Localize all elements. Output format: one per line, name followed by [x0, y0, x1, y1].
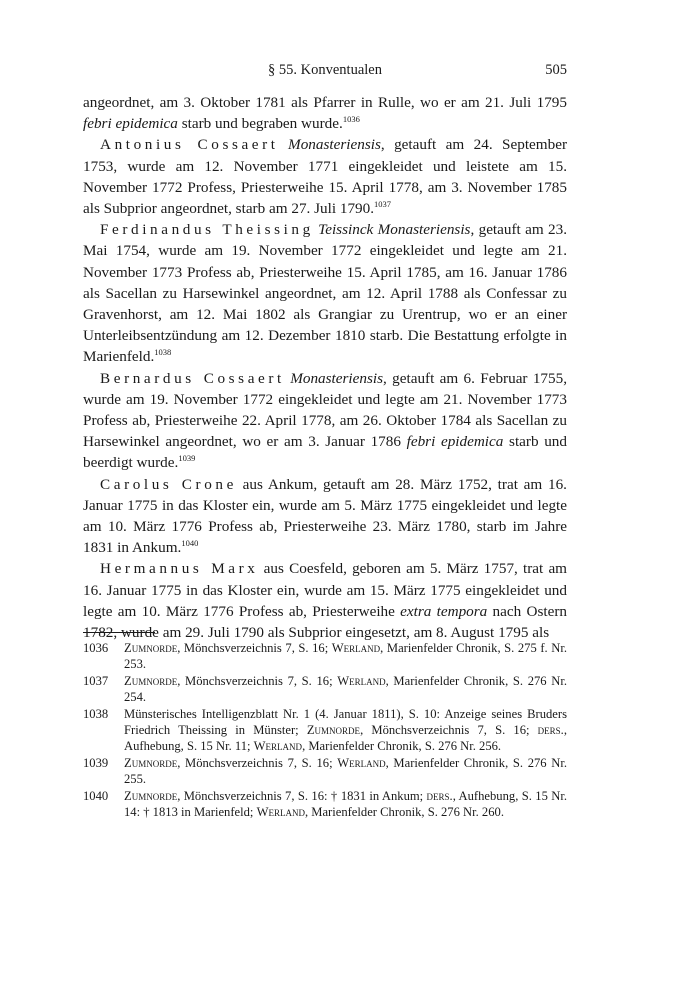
- latin-phrase: Teissinck Monasteriensis: [318, 221, 471, 239]
- monk-name: Hermannus Marx: [100, 560, 259, 578]
- footnote-ref[interactable]: 1036: [342, 114, 360, 125]
- monk-name: Carolus Crone: [100, 475, 237, 493]
- footnote-ref[interactable]: 1038: [154, 347, 172, 358]
- author-name: Zumnorde: [124, 641, 178, 655]
- footnote: 1040 Zumnorde, Mönchsverzeichnis 7, S. 16: † 1831 in Ankum; ders., Aufhebung, S. 15 Nr. 14: † 1813 in Marienfeld; Werland, Marienfelder Chronik, S. 276 Nr. 260.: [83, 788, 567, 820]
- author-name: ders.: [426, 788, 453, 803]
- author-name: Werland: [337, 673, 386, 688]
- footnote-number: 1037: [83, 673, 109, 688]
- monk-name: Ferdinandus Theissing: [100, 221, 314, 239]
- latin-phrase: Monasteriensis: [290, 369, 384, 387]
- footnote-number: 1036: [83, 641, 109, 655]
- footnote-number: 1039: [83, 755, 109, 770]
- body-text: [83, 92, 567, 643]
- author-name: Zumnorde: [124, 788, 178, 803]
- page-number: 505: [545, 62, 567, 78]
- paragraph: Hermannus Marx aus Coesfeld, geboren am 5. März 1757, trat am 16. Januar 1775 in das Kloster ein, wurde am 15. März 1775 eingekleidet und legte am 10. März 1776 Profess ab, Priesterweihe extra tempora nach Ostern 1782, wurde am 29. Juli 1790 als Subprior eingesetzt, am 8. August 1795 als: [83, 560, 567, 642]
- footnote-number: 1040: [83, 788, 109, 803]
- footnote: 1037 Zumnorde, Mönchsverzeichnis 7, S. 16; Werland, Marienfelder Chronik, S. 276 Nr. 254.: [83, 673, 567, 705]
- footnote-number: 1038: [83, 706, 109, 721]
- paragraph: angeordnet, am 3. Oktober 1781 als Pfarrer in Rulle, wo er am 21. Juli 1795 febri epidemica starb und begraben wurde.$^{1036}$: [83, 94, 567, 133]
- author-name: ders.: [537, 723, 564, 738]
- footnote: 1038 Münsterisches Intelligenzblatt Nr. 1 (4. Januar 1811), S. 10: Anzeige seines Bruders Friedrich Theissing in Münster; Zumnorde, Mönchsverzeichnis 7, S. 16; ders., Aufhebung, S. 15 Nr. 11; Werland, Marienfelder Chronik, S. 276 Nr. 256.: [83, 706, 567, 754]
- latin-phrase: febri epidemica: [83, 115, 178, 133]
- paragraph: Carolus Crone aus Ankum, getauft am 28. März 1752, trat am 16. Januar 1775 in das Kloster ein, wurde am 5. März 1775 eingekleidet und legte am 10. März 1776 Profess ab, Priesterweihe 23. März 1780, starb im Jahre 1831 in Ankum.$^{1040}$: [83, 475, 567, 557]
- author-name: Zumnorde: [306, 723, 361, 738]
- footnote-ref[interactable]: 1039: [178, 453, 196, 464]
- paragraph: Antonius Cossaert Monasteriensis, getauft am 24. September 1753, wurde am 12. November 1771 eingekleidet und leistete am 15. November 1772 Profess, Priesterweihe 15. April 1778, am 3. November 1785 als Subprior angeordnet, starb am 27. Juli 1790.$^{1037}$: [83, 136, 567, 218]
- author-name: Werland: [337, 755, 386, 770]
- author-name: Werland: [331, 641, 381, 655]
- author-name: Werland: [256, 805, 305, 820]
- monk-name: Bernardus Cossaert: [100, 369, 285, 387]
- latin-phrase: febri epidemica: [406, 433, 504, 451]
- footnote: 1036 Zumnorde, Mönchsverzeichnis 7, S. 16; Werland, Marienfelder Chronik, S. 275 f. Nr. 253.: [83, 641, 567, 672]
- running-header: [83, 62, 567, 82]
- paragraph: Bernardus Cossaert Monasteriensis, getauft am 6. Februar 1755, wurde am 19. November 1772 eingekleidet und legte am 21. November 1773 Profess ab, Priesterweihe 22. April 1778, am 26. Oktober 1784 als Sacellan zu Harsewinkel angeordnet, wo er am 3. Januar 1786 febri epidemica starb und beerdigt wurde.$^{1039}$: [83, 369, 568, 472]
- footnote-divider: [83, 632, 155, 633]
- author-name: Werland: [253, 739, 303, 754]
- paragraph: Ferdinandus Theissing Teissinck Monasteriensis, getauft am 23. Mai 1754, wurde am 19. November 1772 eingekleidet und legte am 21. November 1773 Profess ab, Priesterweihe 15. April 1785, am 16. Januar 1786 als Sacellan zu Harsewinkel angeordnet, am 12. April 1788 als Confessar zu Gravenhorst, am 12. Mai 1802 als Grangiar zu Urentrup, wo er an einer Unterleibsentzündung am 12. Dezember 1810 starb. Die Bestattung erfolgte in Marienfeld.$^{1038}$: [83, 221, 567, 366]
- latin-phrase: extra tempora: [400, 602, 488, 620]
- author-name: Zumnorde: [124, 673, 178, 688]
- footnote-ref[interactable]: 1040: [181, 538, 199, 549]
- author-name: Zumnorde: [124, 755, 178, 770]
- latin-phrase: Monasteriensis: [288, 136, 381, 154]
- monk-name: Antonius Cossaert: [100, 136, 279, 154]
- footnotes: [83, 640, 567, 820]
- running-title: § 55. Konventualen: [268, 62, 382, 78]
- footnote: 1039 Zumnorde, Mönchsverzeichnis 7, S. 16; Werland, Marienfelder Chronik, S. 276 Nr. 255.: [83, 755, 567, 787]
- footnote-ref[interactable]: 1037: [374, 199, 392, 210]
